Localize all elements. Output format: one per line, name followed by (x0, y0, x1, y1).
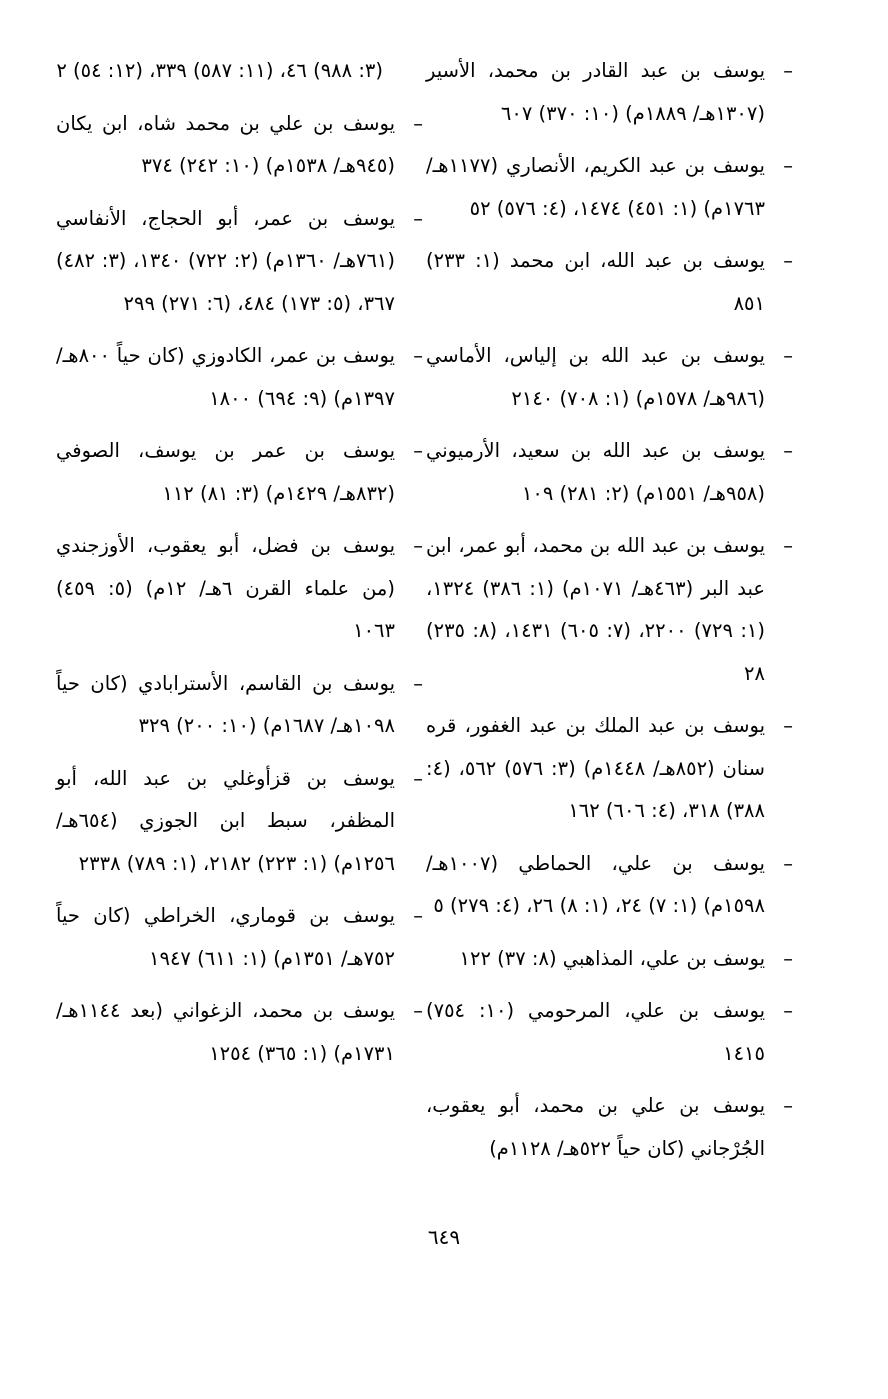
entry-dash: – (783, 714, 793, 737)
entry-text: يوسف بن قوماري، الخراطي (كان حياً ٧٥٢هـ/ ١٣٥١م) (١: ٦١١) ١٩٤٧ (56, 904, 395, 970)
entry-text: يوسف بن فضل، أبو يعقوب، الأوزجندي (من علماء القرن ٦هـ/ ١٢م) (٥: ٤٥٩) ١٠٦٣ (56, 534, 395, 642)
index-entry (56, 525, 423, 653)
index-entry (56, 198, 423, 326)
entry-dash: – (783, 59, 793, 82)
entry-dash: – (413, 439, 423, 462)
entry-dash: – (783, 999, 793, 1022)
entry-dash: – (413, 206, 423, 230)
left-column (56, 50, 423, 1085)
entry-text: يوسف بن علي، المذاهبي (٨: ٣٧) ١٢٢ (459, 946, 765, 970)
entry-dash: – (413, 904, 423, 927)
entry-dash: – (413, 534, 423, 557)
entry-dash: – (783, 534, 793, 557)
entry-dash: – (783, 439, 793, 462)
page-number: ٦٤٩ (427, 1225, 461, 1249)
index-entry (426, 1085, 793, 1170)
index-entry (426, 525, 793, 695)
index-entry (426, 335, 793, 420)
entry-text: يوسف بن عبد الملك بن عبد الغفور، قره سنان (٨٥٢هـ/ ١٤٤٨م) (٣: ٥٧٦) ٥٦٢، (٤: ٣٨٨) ٣١٨، (٤: ٦٠٦) ١٦٢ (426, 714, 766, 822)
entry-dash: – (783, 946, 793, 970)
index-entry (426, 430, 793, 515)
right-column (426, 50, 793, 1180)
index-entry (56, 895, 423, 980)
entry-dash: – (413, 344, 423, 367)
entry-dash: – (783, 344, 793, 367)
index-entry (56, 990, 423, 1075)
index-entry (426, 50, 793, 135)
entry-text: يوسف بن عمر بن يوسف، الصوفي (٨٣٢هـ/ ١٤٢٩م) (٣: ٨١) ١١٢ (56, 439, 395, 505)
entry-text: يوسف بن عبد الله بن إلياس، الأماسي (٩٨٦هـ/ ١٥٧٨م) (١: ٧٠٨) ٢١٤٠ (426, 344, 765, 410)
index-entry (426, 843, 793, 928)
entry-text: يوسف بن عمر، أبو الحجاج، الأنفاسي (٧٦١هـ/ ١٣٦٠م) (٢: ٧٢٢) ١٣٤٠، (٣: ٤٨٢) ٣٦٧، (٥: ١٧٣) ٤٨٤، (٦: ٢٧١) ٢٩٩ (56, 206, 396, 315)
entry-dash: – (413, 766, 423, 790)
index-entry (426, 240, 793, 325)
entry-dash: – (783, 1094, 793, 1117)
entry-text: يوسف بن القاسم، الأسترابادي (كان حياً ١٠٩٨هـ/ ١٦٨٧م) (١٠: ٢٠٠) ٣٢٩ (56, 671, 395, 737)
index-entry (56, 758, 423, 886)
entry-text: يوسف بن عبد القادر بن محمد، الأسير (١٣٠٧هـ/ ١٨٨٩م) (١٠: ٣٧٠) ٦٠٧ (426, 59, 765, 125)
entry-text: يوسف بن عبد الله بن سعيد، الأرميوني (٩٥٨هـ/ ١٥٥١م) (٢: ٢٨١) ١٠٩ (426, 439, 765, 505)
entry-dash: – (413, 111, 423, 135)
index-entry (56, 663, 423, 748)
entry-dash: – (783, 249, 793, 272)
entry-text: يوسف بن علي، الحماطي (١٠٠٧هـ/ ١٥٩٨م) (١: ٧) ٢٤، (١: ٨) ٢٦، (٤: ٢٧٩) ٥ (426, 851, 765, 917)
entry-text: يوسف بن علي بن محمد شاه، ابن يكان (٩٤٥هـ/ ١٥٣٨م) (١٠: ٢٤٢) ٣٧٤ (56, 111, 395, 177)
entry-text: يوسف بن قزأوغلي بن عبد الله، أبو المظفر، سبط ابن الجوزي (٦٥٤هـ/ ١٢٥٦م) (١: ٢٢٣) ٢١٨٢، (١: ٧٨٩) ٢٣٣٨ (56, 766, 395, 875)
index-entry (426, 990, 793, 1075)
index-entry (426, 145, 793, 230)
index-entry (426, 705, 793, 833)
entry-dash: – (413, 671, 423, 695)
index-entry-continuation (56, 50, 411, 93)
entry-text: (٣: ٩٨٨) ٤٦، (١١: ٥٨٧) ٣٣٩، (١٢: ٥٤) ٢ (56, 59, 383, 82)
index-entry (426, 938, 793, 981)
index-entry (56, 335, 423, 420)
index-entry (56, 430, 423, 515)
entry-dash: – (783, 154, 793, 177)
entry-text: يوسف بن عبد الله بن محمد، أبو عمر، ابن عبد البر (٤٦٣هـ/ ١٠٧١م) (١: ٣٨٦) ١٣٢٤، (١: ٧٢٩) ٢٢٠٠، (٧: ٦٠٥) ١٤٣١، (٨: ٢٣٥) ٢٨ (426, 534, 765, 685)
entry-dash: – (783, 851, 793, 875)
entry-text: يوسف بن عبد الكريم، الأنصاري (١١٧٧هـ/ ١٧٦٣م) (١: ٤٥١) ١٤٧٤، (٤: ٥٧٦) ٥٢ (426, 154, 765, 220)
index-entry (56, 103, 423, 188)
entry-text: يوسف بن عبد الله، ابن محمد (١: ٢٣٣) ٨٥١ (426, 249, 765, 315)
entry-text: يوسف بن علي بن محمد، أبو يعقوب، الجُرْجاني (كان حياً ٥٢٢هـ/ ١١٢٨م) (426, 1094, 765, 1160)
entry-text: يوسف بن عمر، الكادوزي (كان حياً ٨٠٠هـ/ ١٣٩٧م) (٩: ٦٩٤) ١٨٠٠ (56, 344, 395, 410)
entry-text: يوسف بن علي، المرحومي (١٠: ٧٥٤) ١٤١٥ (426, 999, 765, 1065)
entry-dash: – (413, 999, 423, 1022)
entry-text: يوسف بن محمد، الزغواني (بعد ١١٤٤هـ/ ١٧٣١م) (١: ٣٦٥) ١٢٥٤ (56, 999, 395, 1065)
